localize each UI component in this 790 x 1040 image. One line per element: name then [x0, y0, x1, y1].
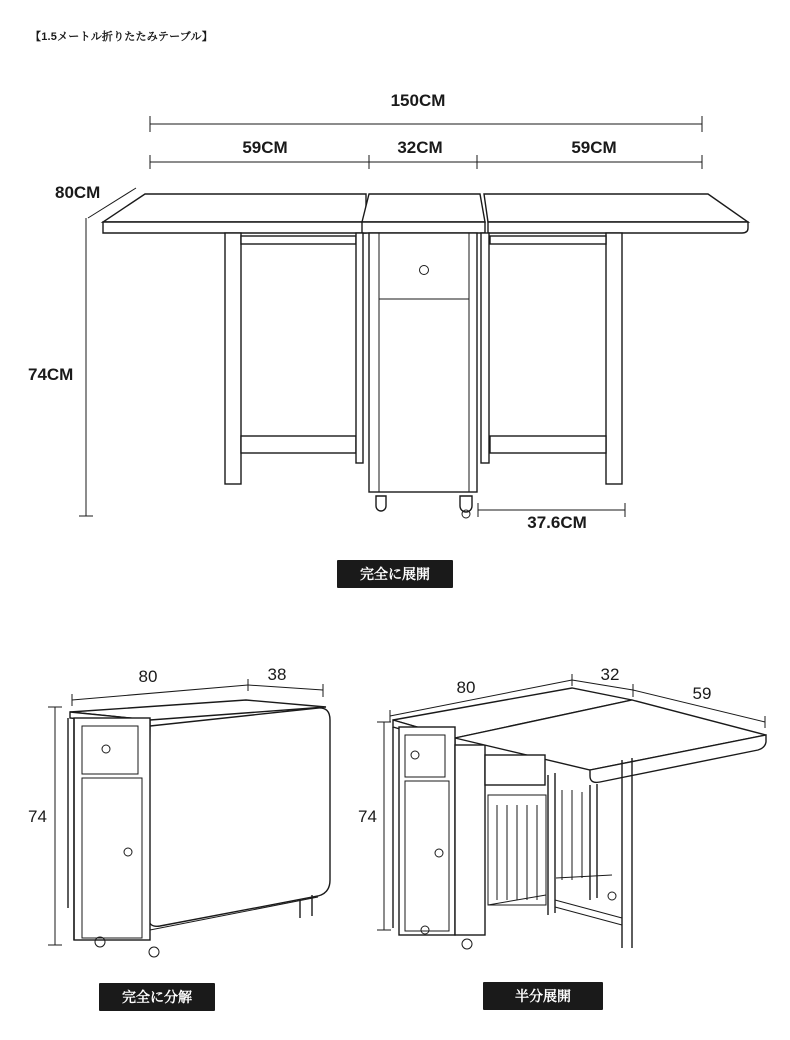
- dimension-label-half-width: 80: [456, 678, 476, 697]
- dimension-cabinet-depth: [478, 503, 625, 532]
- dimension-folded-height: [28, 707, 62, 945]
- dimension-label-cabinet-depth: 37.6CM: [527, 513, 587, 532]
- dimension-segments: [150, 138, 702, 169]
- dimension-label-half-height: 74: [358, 807, 377, 826]
- dimension-label-half-leaf: 59: [692, 684, 712, 703]
- dimension-label-height: 74CM: [28, 365, 74, 384]
- caption-fully-folded: 完全に分解: [99, 983, 215, 1011]
- dimension-label-folded-width: 80: [138, 667, 158, 686]
- right-leg-frame: [481, 233, 622, 484]
- dimension-folded-width: [72, 667, 248, 706]
- dimension-label-center: 32CM: [397, 138, 443, 157]
- caption-fully-expanded: 完全に展開: [337, 560, 453, 588]
- caption-half-expanded: 半分展開: [483, 982, 603, 1010]
- left-leg-frame: [225, 233, 363, 484]
- half-expanded-view: [358, 665, 766, 949]
- dimension-label-depth: 80CM: [55, 183, 101, 202]
- dimension-half-height: [358, 722, 391, 930]
- dimension-label-folded-depth: 38: [267, 665, 287, 684]
- dimension-height: [28, 218, 93, 516]
- full-expanded-view: [28, 91, 748, 532]
- table-top: [103, 194, 748, 233]
- page-title: 【1.5メートル折りたたみテーブル】: [30, 31, 213, 43]
- dimension-folded-depth: [248, 665, 323, 697]
- dimension-total-width: [150, 91, 702, 132]
- dimension-label-150: 150CM: [390, 91, 446, 110]
- dimension-label-half-depth: 32: [600, 665, 620, 684]
- dimension-label-right-leaf: 59CM: [571, 138, 617, 157]
- dimension-label-left-leaf: 59CM: [242, 138, 288, 157]
- stored-chairs: [485, 755, 582, 905]
- dimension-label-folded-height: 74: [28, 807, 47, 826]
- center-cabinet: [369, 233, 477, 518]
- folded-view: [28, 665, 330, 957]
